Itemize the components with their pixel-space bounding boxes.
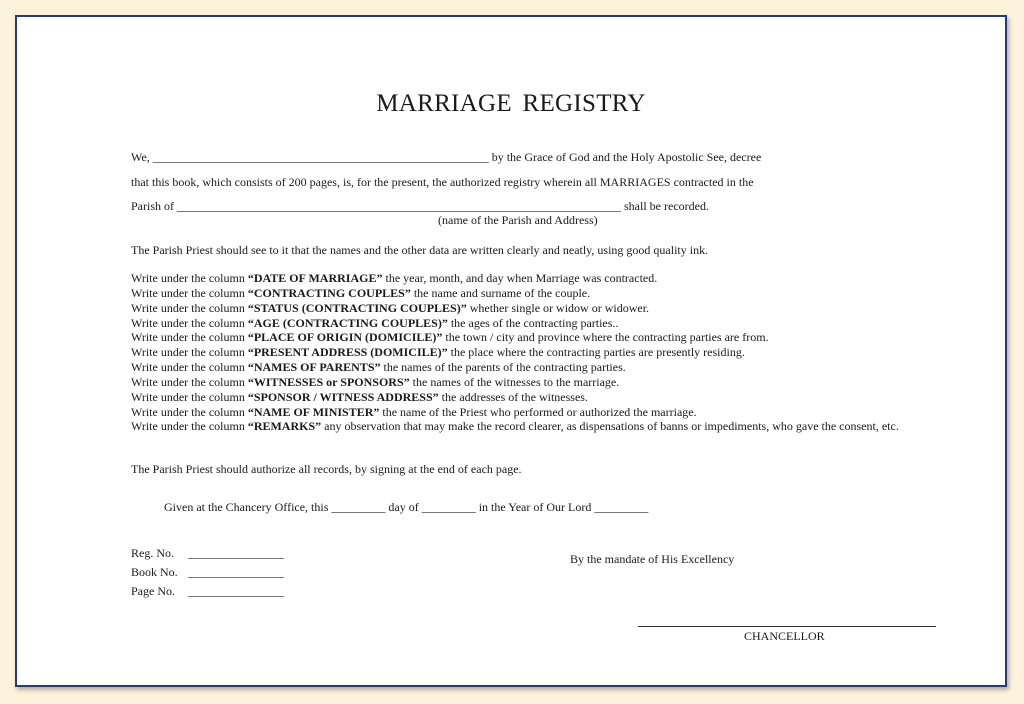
mandate-text: By the mandate of His Excellency (570, 552, 735, 566)
instruction-column-name: “AGE (CONTRACTING COUPLES)” (247, 315, 448, 330)
instruction-prefix: Write under the column (131, 300, 248, 315)
instruction-row (131, 345, 916, 360)
instruction-prefix: Write under the column (131, 285, 248, 300)
book-no-blank: ________________ (188, 565, 284, 579)
instruction-row (131, 301, 916, 316)
instruction-column-name: “REMARKS” (247, 419, 322, 434)
given-line: Given at the Chancery Office, this _________ day of _________ in the Year of Our Lord _________ (164, 500, 649, 514)
instruction-prefix: Write under the column (131, 374, 248, 389)
instruction-text: the addresses of the witnesses. (438, 389, 588, 404)
instruction-text: any observation that may make the record clearer, as dispensations of banns or impediments, who gave the consent, etc. (321, 419, 899, 434)
instruction-column-name: “PRESENT ADDRESS (DOMICILE)” (247, 345, 448, 360)
instruction-column-name: “SPONSOR / WITNESS ADDRESS” (247, 389, 439, 404)
instruction-prefix: Write under the column (131, 404, 248, 419)
instruction-column-name: “WITNESSES or SPONSORS” (247, 374, 410, 389)
decree-we: We, (131, 150, 153, 164)
authorize-note: The Parish Priest should authorize all records, by signing at the end of each page. (131, 462, 522, 476)
book-no-field (131, 565, 284, 580)
instruction-prefix: Write under the column (131, 271, 248, 285)
instruction-text: the year, month, and day when Marriage was contracted. (382, 271, 658, 285)
reg-no-label: Reg. No. (131, 546, 174, 560)
instruction-prefix: Write under the column (131, 419, 248, 434)
instruction-text: the names of the witnesses to the marriage. (409, 374, 620, 389)
decree-line-2: that this book, which consists of 200 pages, is, for the present, the authorized registry wherein all MARRIAGES contracted in the (131, 175, 754, 189)
instruction-column-name: “NAME OF MINISTER” (247, 404, 380, 419)
instruction-text: the names of the parents of the contracting parties. (380, 360, 626, 375)
instruction-row (131, 375, 916, 390)
parish-of-label: Parish of (131, 199, 177, 213)
instruction-text: the ages of the contracting parties.. (447, 315, 619, 330)
instruction-prefix: Write under the column (131, 315, 248, 330)
reg-no-field (131, 546, 284, 561)
instruction-column-name: “PLACE OF ORIGIN (DOMICILE)” (247, 330, 443, 345)
bishop-name-blank: ________________________________________________________ (152, 150, 489, 164)
instruction-prefix: Write under the column (131, 389, 248, 404)
instruction-row (131, 390, 916, 405)
column-instructions (131, 271, 916, 434)
instruction-row (131, 286, 916, 301)
ink-note: The Parish Priest should see to it that the names and the other data are written clearly and neatly, using good quality ink. (131, 243, 709, 257)
decree-line-3 (131, 199, 709, 214)
decree-line-1-end: by the Grace of God and the Holy Apostolic See, decree (488, 150, 762, 164)
instruction-prefix: Write under the column (131, 330, 248, 345)
parish-caption: (name of the Parish and Address) (438, 213, 598, 227)
instruction-column-name: “NAMES OF PARENTS” (247, 360, 381, 375)
instruction-prefix: Write under the column (131, 360, 248, 375)
instruction-row (131, 330, 916, 345)
registry-sheet (15, 15, 1007, 687)
instruction-column-name: “STATUS (CONTRACTING COUPLES)” (247, 300, 467, 315)
instruction-prefix: Write under the column (131, 345, 248, 360)
instruction-row (131, 360, 916, 375)
instruction-column-name: “DATE OF MARRIAGE” (247, 271, 383, 285)
page-no-blank: ________________ (188, 584, 284, 598)
instruction-text: the name of the Priest who performed or authorized the marriage. (379, 404, 697, 419)
instruction-text: the place where the contracting parties are presently residing. (447, 345, 745, 360)
instruction-column-name: “CONTRACTING COUPLES” (247, 285, 411, 300)
parish-name-blank: __________________________________________________________________________ (177, 199, 621, 213)
instruction-row (131, 316, 916, 331)
document-title: MARRIAGE REGISTRY (376, 90, 646, 117)
instruction-text: whether single or widow or widower. (466, 300, 650, 315)
decree-line-1 (131, 150, 761, 165)
instruction-row (131, 419, 916, 434)
book-no-label: Book No. (131, 565, 178, 579)
instruction-text: the town / city and province where the contracting parties are from. (442, 330, 769, 345)
reg-no-blank: ________________ (188, 546, 284, 560)
chancellor-label: CHANCELLOR (744, 629, 825, 643)
signature-line (638, 626, 936, 627)
decree-line-3-end: shall be recorded. (621, 199, 709, 213)
instruction-text: the name and surname of the couple. (410, 285, 591, 300)
instruction-row (131, 271, 916, 286)
instruction-row (131, 405, 916, 420)
page-no-label: Page No. (131, 584, 175, 598)
page-no-field (131, 584, 284, 599)
